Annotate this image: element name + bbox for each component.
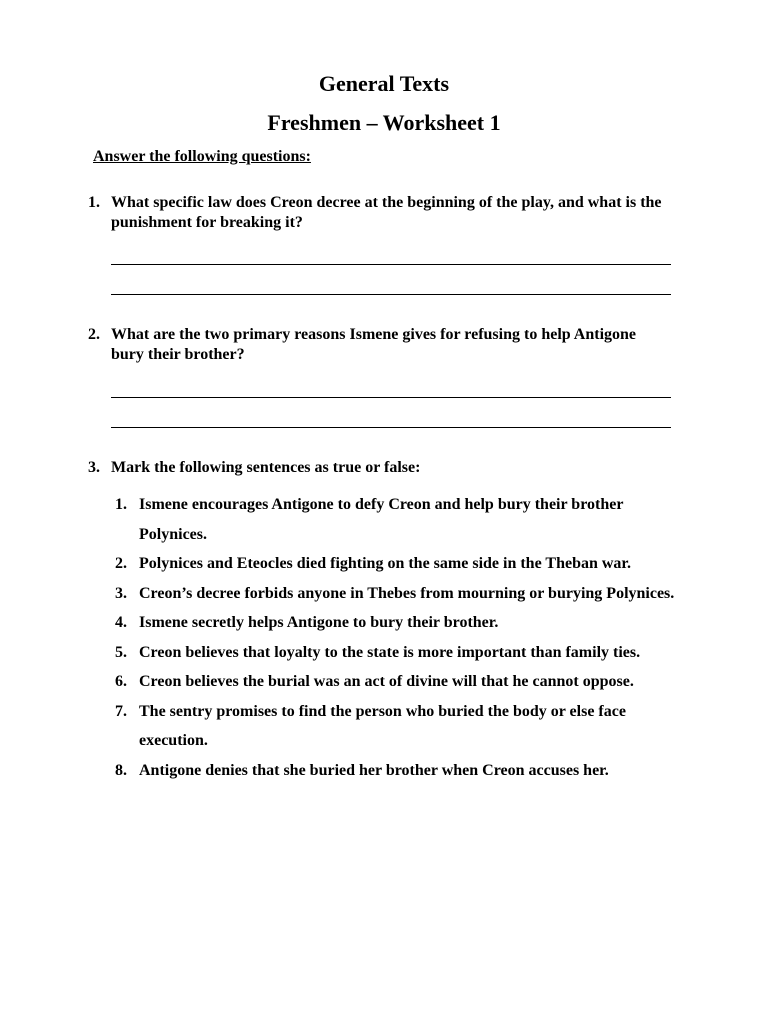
list-item xyxy=(110,756,680,786)
list-item xyxy=(110,549,680,579)
item-number: 8. xyxy=(115,761,127,779)
item-text: Creon’s decree forbids anyone in Thebes from mourning or burying Polynices. xyxy=(139,584,675,602)
list-item xyxy=(110,579,680,609)
item-text: The sentry promises to find the person who buried the body or else face execution. xyxy=(139,702,626,749)
item-text: Antigone denies that she buried her brother when Creon accuses her. xyxy=(139,761,609,779)
item-text: Ismene encourages Antigone to defy Creon and help bury their brother Polynices. xyxy=(139,496,624,543)
answer-line[interactable] xyxy=(111,427,671,428)
answer-line[interactable] xyxy=(111,264,671,265)
page-title: General Texts xyxy=(318,71,450,96)
question-number: 3. xyxy=(88,459,100,476)
item-number: 2. xyxy=(115,555,127,572)
question-number: 2. xyxy=(88,326,100,343)
instructions-heading: Answer the following questions: xyxy=(93,148,311,165)
list-item xyxy=(110,667,680,697)
question-number: 1. xyxy=(88,194,100,211)
item-text: Polynices and Eteocles died fighting on the same side in the Theban war. xyxy=(139,555,632,572)
item-number: 1. xyxy=(115,496,127,513)
item-number: 7. xyxy=(115,702,127,720)
question-text: What are the two primary reasons Ismene gives for refusing to help Antigone bury their brother? xyxy=(111,326,637,363)
list-item xyxy=(110,608,680,638)
list-item xyxy=(110,697,680,756)
item-text: Ismene secretly helps Antigone to bury their brother. xyxy=(139,614,499,631)
question-1 xyxy=(88,193,668,233)
answer-line[interactable] xyxy=(111,294,671,295)
item-text: Creon believes the burial was an act of divine will that he cannot oppose. xyxy=(139,673,634,690)
answer-line[interactable] xyxy=(111,397,671,398)
item-text: Creon believes that loyalty to the state is more important than family ties. xyxy=(139,643,641,661)
item-number: 4. xyxy=(115,614,127,631)
list-item xyxy=(110,638,680,668)
page-subtitle: Freshmen – Worksheet 1 xyxy=(267,110,501,135)
question-text: What specific law does Creon decree at the beginning of the play, and what is the punishment for breaking it? xyxy=(111,194,662,231)
item-number: 5. xyxy=(115,643,127,661)
question-3 xyxy=(88,458,668,478)
list-item xyxy=(110,490,680,549)
item-number: 6. xyxy=(115,673,127,690)
question-text: Mark the following sentences as true or false: xyxy=(111,459,421,476)
item-number: 3. xyxy=(115,584,127,602)
question-2 xyxy=(88,325,668,365)
true-false-list xyxy=(110,490,680,785)
